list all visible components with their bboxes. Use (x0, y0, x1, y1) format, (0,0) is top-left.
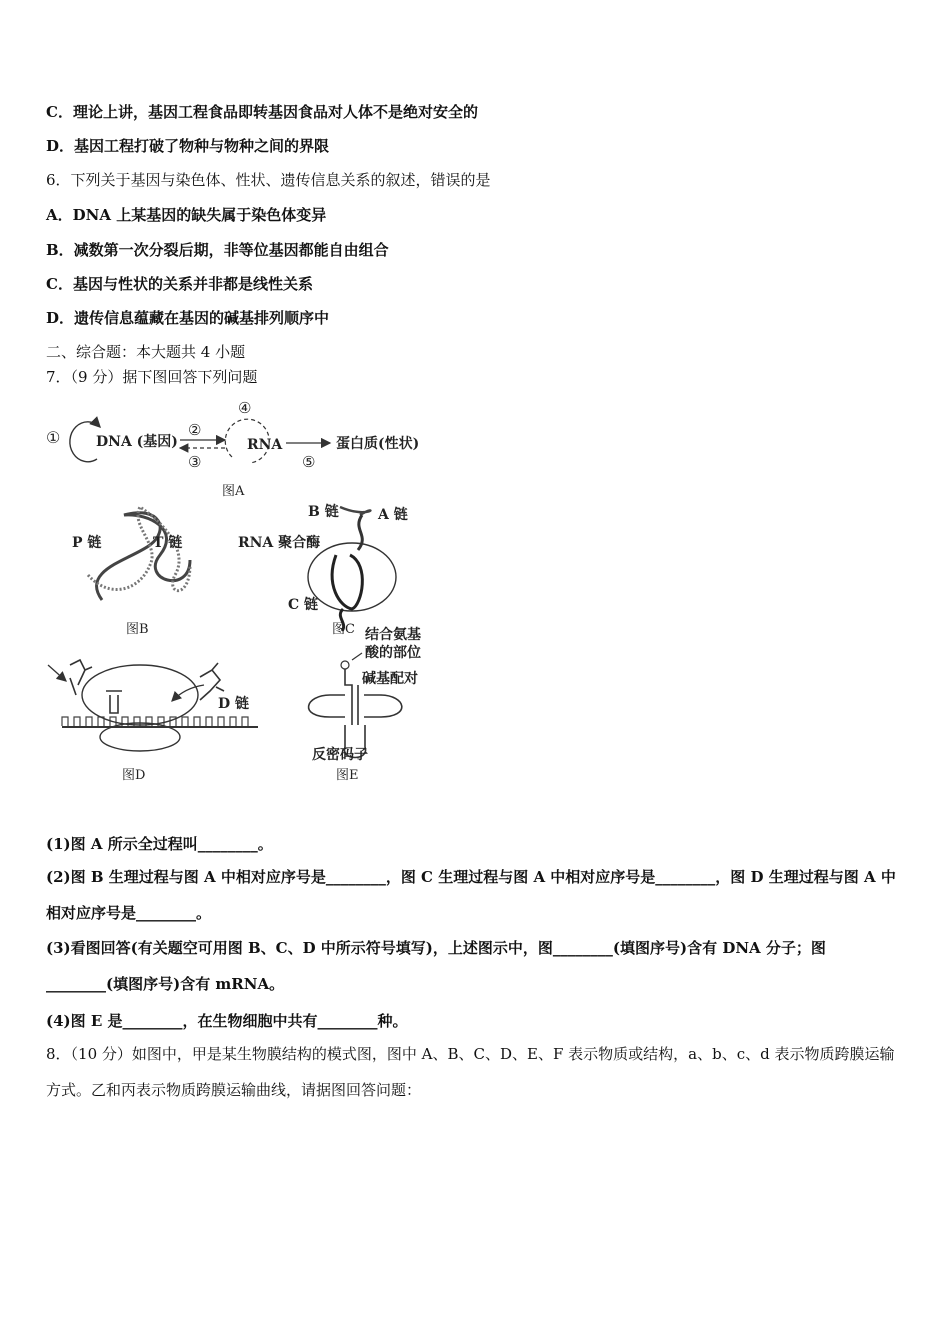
option-c-q5: C．理论上讲，基因工程食品即转基因食品对人体不是绝对安全的 (46, 103, 478, 121)
t-strand-label: T 链 (153, 535, 183, 551)
option-d-q5: D．基因工程打破了物种与物种之间的界限 (46, 137, 330, 155)
aa-site-label-2: 酸的部位 (365, 645, 421, 661)
t-arm (364, 695, 402, 717)
rna-polymerase (308, 543, 396, 611)
figure-b-caption: 图B (126, 622, 149, 637)
figure-d-caption: 图D (122, 768, 146, 783)
trna-exit-arrow (48, 665, 66, 681)
figure-c-caption: 图C (332, 622, 355, 637)
label-5: ⑤ (302, 453, 316, 471)
label-4: ④ (238, 399, 252, 417)
label-1: ① (46, 428, 61, 447)
protein-label: 蛋白质(性状) (336, 436, 420, 452)
option-a-q6: A．DNA 上某基因的缺失属于染色体变异 (46, 206, 327, 224)
acceptor-stem (345, 669, 358, 725)
aa-site-pointer (352, 653, 362, 660)
question-7-figure (40, 395, 460, 790)
anticodon-label: 反密码子 (312, 747, 368, 763)
figure-b (72, 507, 190, 637)
strand-top (340, 507, 370, 515)
label-2: ② (188, 421, 202, 439)
option-d-q6: D．遗传信息蕴藏在基因的碱基排列顺序中 (46, 309, 330, 327)
q7-part-3: (3)看图回答(有关题空可用图 B、C、D 中所示符号填写)，上述图示中，图________(填图序号)含有 DNA 分子；图________(填图序号)含有 mRNA。 (46, 939, 826, 993)
label-3: ③ (188, 453, 202, 471)
base-pairing-label: 碱基配对 (362, 671, 418, 687)
q7-part-1: (1)图 A 所示全过程叫________。 (46, 835, 273, 853)
figure-d (48, 660, 258, 783)
strand-twist (358, 515, 362, 550)
d-arm (309, 695, 345, 717)
transcription-bubble (332, 555, 362, 609)
question-7-stem: 7．（9 分）据下图回答下列问题 (46, 368, 258, 386)
cca-end (341, 661, 349, 669)
figure-a-caption: 图A (222, 484, 245, 499)
b-strand-label: B 链 (308, 504, 339, 520)
figure-e (309, 626, 421, 783)
figure-a (46, 399, 419, 499)
c-strand-label: C 链 (288, 597, 319, 613)
trna-enter-arrow (172, 685, 204, 701)
question-8-stem: 8．（10 分）如图中，甲是某生物膜结构的模式图，图中 A、B、C、D、E、F 表示物质或结构，a、b、c、d 表示物质跨膜运输方式。乙和丙表示物质跨膜运输曲线，请据图回答问题： (46, 1045, 895, 1099)
aa-site-label-1: 结合氨基 (365, 627, 421, 643)
q7-part-2: (2)图 B 生理过程与图 A 中相对应序号是________，图 C 生理过程与图 A 中相对应序号是________，图 D 生理过程与图 A 中相对应序号是________。 (46, 868, 896, 922)
a-strand-label: A 链 (378, 507, 408, 523)
option-b-q6: B．减数第一次分裂后期，非等位基因都能自由组合 (46, 241, 389, 259)
q7-part-4: (4)图 E 是________，在生物细胞中共有________种。 (46, 1012, 408, 1030)
figure-c (238, 503, 408, 637)
section-heading: 二、综合题：本大题共 4 小题 (46, 343, 246, 361)
rna-label: RNA (247, 437, 283, 453)
figure-e-caption: 图E (336, 768, 359, 783)
dna-gene-label: DNA (基因) (96, 434, 178, 450)
p-strand (97, 513, 190, 600)
option-c-q6: C．基因与性状的关系并非都是线性关系 (46, 275, 313, 293)
d-strand-label: D 链 (218, 696, 250, 712)
p-strand-label: P 链 (72, 535, 102, 551)
trna-right (200, 663, 224, 700)
question-6-stem: 6．下列关于基因与染色体、性状、遗传信息关系的叙述，错误的是 (46, 171, 491, 189)
ribosome-large-subunit (82, 665, 198, 725)
rna-polymerase-label: RNA 聚合酶 (238, 535, 321, 551)
